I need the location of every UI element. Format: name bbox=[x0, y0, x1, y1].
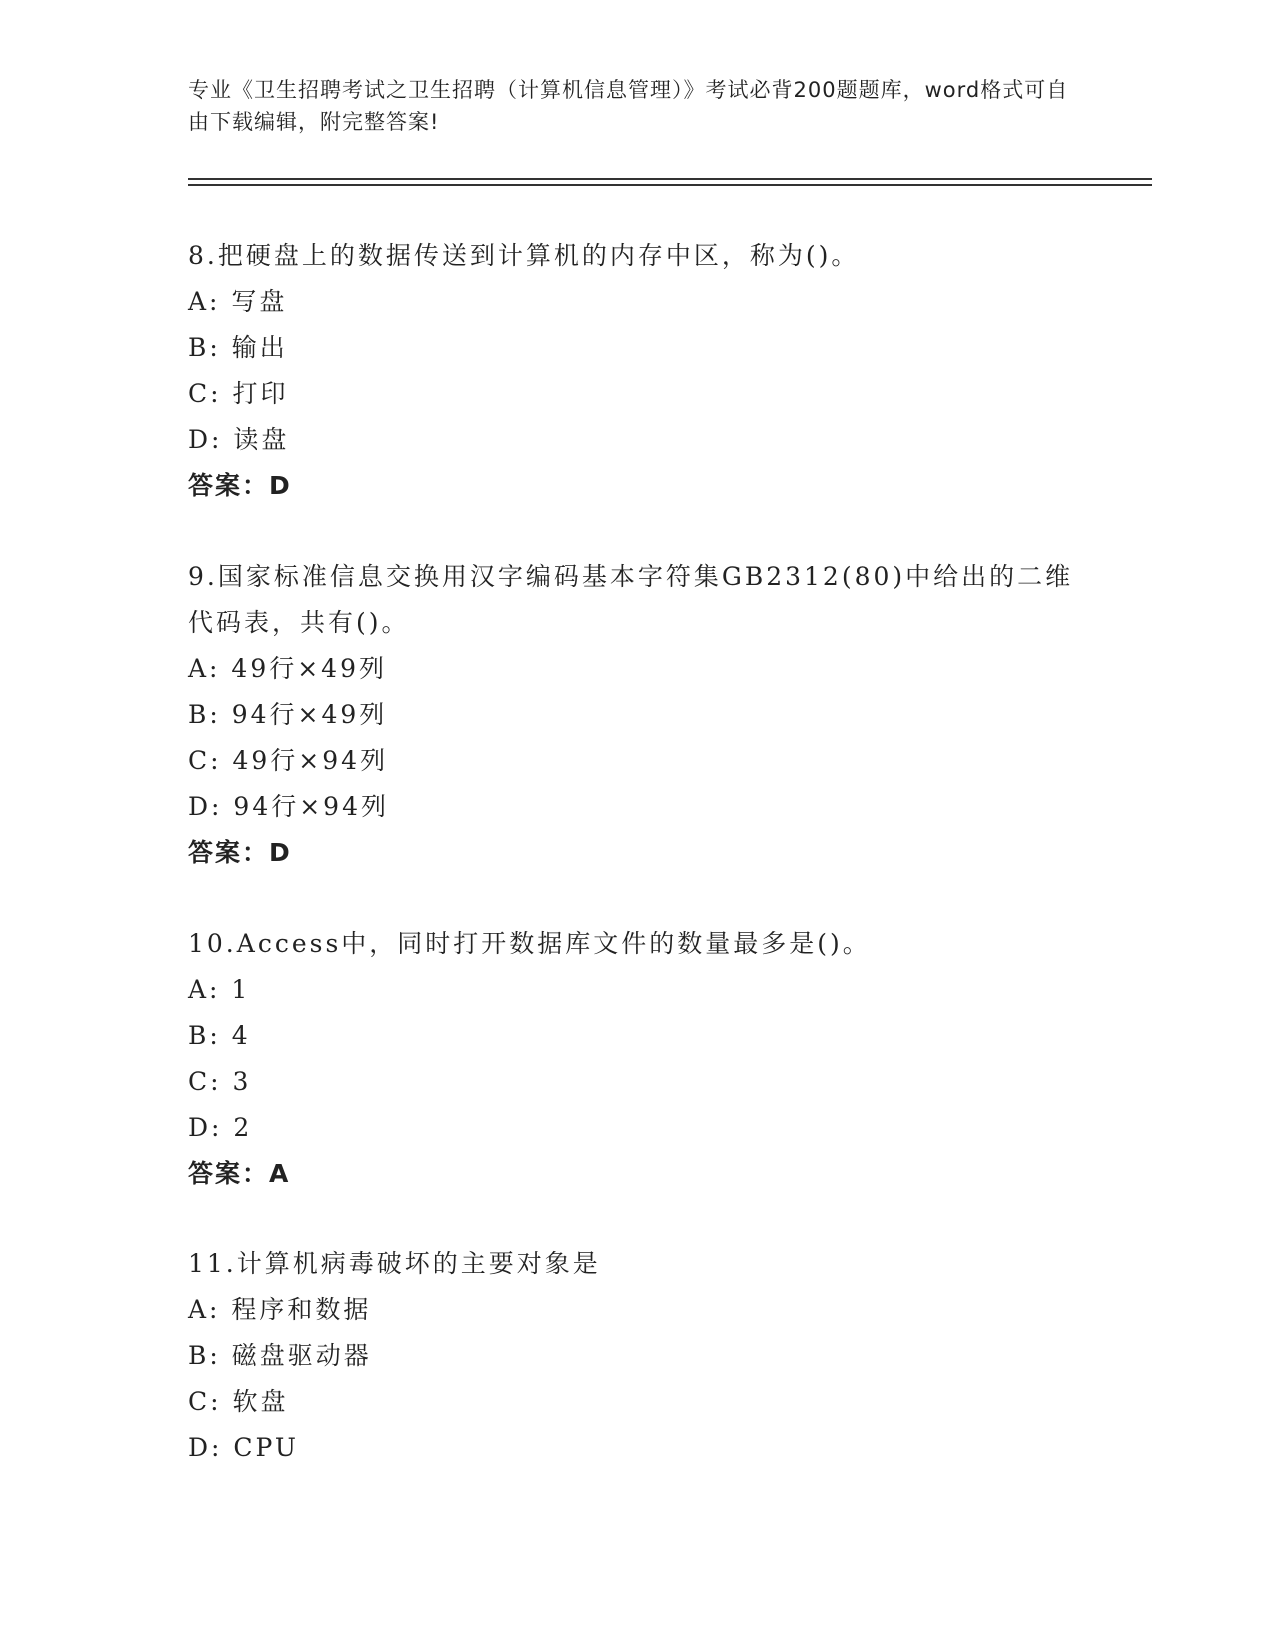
header-divider-bottom bbox=[188, 184, 1152, 186]
option-c: C: 3 bbox=[188, 1067, 252, 1096]
answer-label: 答案：A bbox=[188, 1159, 291, 1188]
option-d: D: 读盘 bbox=[188, 425, 290, 454]
question-block-10 bbox=[188, 921, 1108, 1197]
option-d: D: CPU bbox=[188, 1433, 299, 1462]
answer-label: 答案：D bbox=[188, 471, 292, 500]
question-stem: 10.Access中，同时打开数据库文件的数量最多是()。 bbox=[188, 929, 871, 958]
option-c: C: 49行×94列 bbox=[188, 746, 389, 775]
option-a: A: 写盘 bbox=[188, 287, 288, 316]
option-d: D: 94行×94列 bbox=[188, 792, 389, 821]
question-block-9 bbox=[188, 554, 1108, 876]
question-stem: 8.把硬盘上的数据传送到计算机的内存中区，称为()。 bbox=[188, 241, 860, 270]
option-a: A: 程序和数据 bbox=[188, 1295, 372, 1324]
option-c: C: 打印 bbox=[188, 379, 289, 408]
answer-label: 答案：D bbox=[188, 838, 292, 867]
question-block-11 bbox=[188, 1241, 1108, 1471]
option-b: B: 输出 bbox=[188, 333, 288, 362]
option-b: B: 磁盘驱动器 bbox=[188, 1341, 372, 1370]
option-a: A: 1 bbox=[188, 975, 251, 1004]
question-stem: 11.计算机病毒破坏的主要对象是 bbox=[188, 1249, 601, 1278]
header-divider-top bbox=[188, 178, 1152, 180]
option-b: B: 94行×49列 bbox=[188, 700, 388, 729]
option-b: B: 4 bbox=[188, 1021, 251, 1050]
option-d: D: 2 bbox=[188, 1113, 253, 1142]
document-header: 专业《卫生招聘考试之卫生招聘（计算机信息管理）》考试必背200题题库，word格式可自由下载编辑，附完整答案! bbox=[188, 78, 1069, 134]
question-stem: 9.国家标准信息交换用汉字编码基本字符集GB2312(80)中给出的二维代码表，共有()。 bbox=[188, 562, 1074, 637]
option-a: A: 49行×49列 bbox=[188, 654, 387, 683]
question-block-8 bbox=[188, 233, 1108, 509]
option-c: C: 软盘 bbox=[188, 1387, 289, 1416]
